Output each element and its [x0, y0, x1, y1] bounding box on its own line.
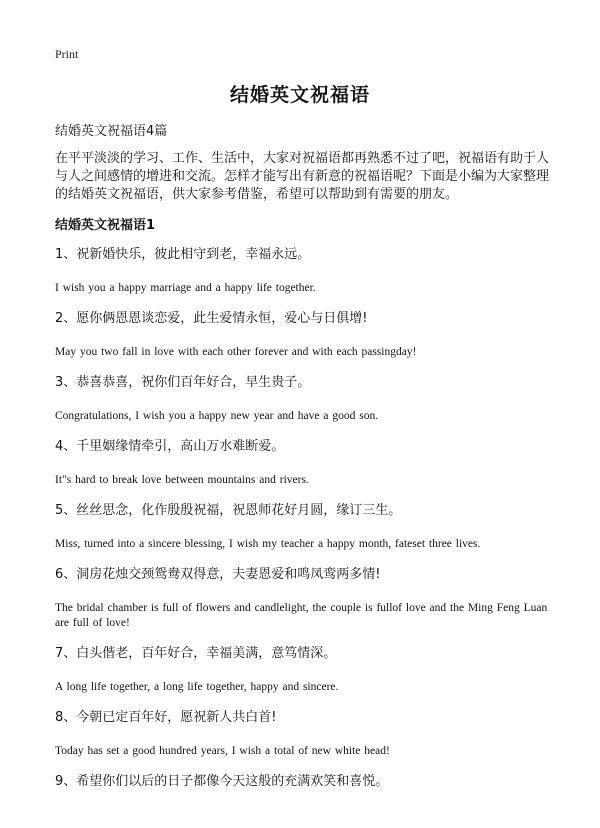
blessing-chinese: 5、丝丝思念，化作殷殷祝福，祝恩师花好月圆，缘订三生。	[55, 503, 402, 518]
blessing-chinese: 9、希望你们以后的日子都像今天这般的充满欢笑和喜悦。	[55, 774, 389, 789]
blessing-english: May you two fall in love with each other forever and with each passingday!	[55, 346, 417, 358]
blessing-chinese: 7、白头偕老，百年好合，幸福美满，意笃情深。	[55, 646, 337, 661]
intro-paragraph: 在平平淡淡的学习、工作、生活中，大家对祝福语都再熟悉不过了吧，祝福语有助于人与人之间感情的增进和交流。怎样才能写出有新意的祝福语呢？下面是小编为大家整理的结婚英文祝福语，供大家参考借鉴，希望可以帮助到有需要的朋友。	[55, 151, 550, 202]
blessing-chinese: 2、愿你俩恩恩谈恋爱，此生爱情永恒，爱心与日俱增!	[55, 311, 368, 326]
blessing-entry	[55, 246, 555, 296]
blessing-english: A long life together, a long life together, happy and sincere.	[55, 681, 339, 693]
document-subtitle: 结婚英文祝福语4篇	[55, 124, 168, 139]
print-link[interactable]: Print	[55, 47, 79, 61]
blessing-english: Congratulations, I wish you a happy new year and have a good son.	[55, 410, 379, 422]
blessing-entry	[55, 773, 555, 791]
blessing-english: I wish you a happy marriage and a happy life together.	[55, 282, 316, 294]
blessing-chinese: 8、今朝已定百年好，愿祝新人共白首!	[55, 710, 277, 725]
blessing-chinese: 1、祝新婚快乐，彼此相守到老，幸福永远。	[55, 247, 311, 262]
blessing-chinese: 4、千里姻缘情牵引，高山万水难断爱。	[55, 439, 285, 454]
blessing-chinese: 6、洞房花烛交颈鸳鸯双得意，夫妻恩爱和鸣凤鸾两多情!	[55, 567, 381, 582]
blessing-entry	[55, 310, 555, 360]
blessing-entry	[55, 438, 555, 488]
blessing-english: Miss, turned into a sincere blessing, I wish my teacher a happy month, fateset three lives.	[55, 538, 481, 550]
blessing-entry	[55, 374, 555, 424]
blessing-entry	[55, 502, 555, 552]
blessing-list	[55, 246, 555, 808]
blessing-english: It"s hard to break love between mountains and rivers.	[55, 474, 309, 486]
blessing-entry	[55, 566, 555, 631]
blessing-entry	[55, 709, 555, 759]
blessing-entry	[55, 645, 555, 695]
blessing-english: Today has set a good hundred years, I wish a total of new white head!	[55, 745, 390, 757]
blessing-english: The bridal chamber is full of flowers and candlelight, the couple is fullof love and the Ming Feng Luan are full of love!	[55, 602, 548, 629]
blessing-chinese: 3、恭喜恭喜，祝你们百年好合，早生贵子。	[55, 375, 311, 390]
page-title: 结婚英文祝福语	[229, 84, 370, 106]
section-heading: 结婚英文祝福语1	[55, 218, 156, 233]
